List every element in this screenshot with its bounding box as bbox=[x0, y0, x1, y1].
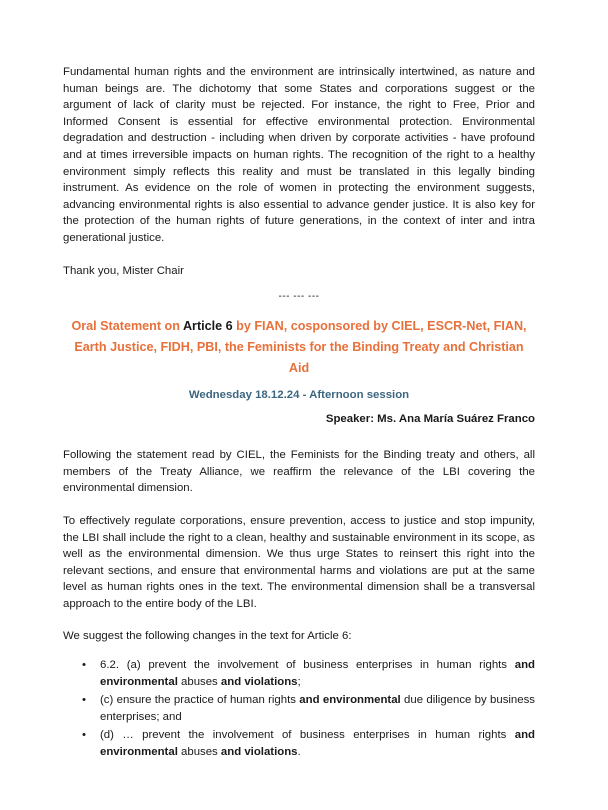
bullet-icon: • bbox=[82, 694, 86, 707]
list-item bbox=[82, 692, 535, 725]
item-text: due diligence by business enterprises; and bbox=[100, 694, 535, 723]
bullet-icon: • bbox=[82, 659, 86, 672]
changes-list bbox=[63, 657, 535, 761]
closing-line: Thank you, Mister Chair bbox=[63, 264, 184, 277]
title-suffix: by FIAN, cosponsored by CIEL, ESCR-Net, FIAN, Earth Justice, FIDH, PBI, the Feminists for the Binding Treaty and Christian Aid bbox=[74, 319, 527, 376]
item-text: (d) … prevent the involvement of business enterprises in human rights bbox=[100, 729, 515, 742]
session-line: Wednesday 18.12.24 - Afternoon session bbox=[188, 389, 410, 402]
section-separator: --- --- --- bbox=[278, 291, 320, 303]
statement-title bbox=[63, 316, 535, 379]
body-paragraph-2: To effectively regulate corporations, ensure prevention, access to justice and stop impunity, the LBI shall include the right to a clean, healthy and sustainable environment in its scope, as well as the environmental dimension. We thus urge States to reinsert this right into the relevant sections, and ensure that environmental harms and violations are put at the same level as human rights ones in the text. The environmental dimension shall be a transversal approach to the entire body of the LBI. bbox=[63, 514, 535, 610]
intro-paragraph: Fundamental human rights and the environment are intrinsically intertwined, as nature and human beings are. The dichotomy that some States and corporations suggest or the argument of lack of clarity must be rejected. For instance, the right to Free, Prior and Informed Consent is essential for effective environmental protection. Environmental degradation and destruction - including when driven by corporate activities - have profound and at times irreversible impacts on human rights. The recognition of the right to a healthy environment simply reflects this reality and must be translated in this legally binding instrument. As evidence on the role of women in protecting the environment suggests, advancing environmental rights is also essential to advance gender justice. It is also key for the protection of the human rights of future generations, in the context of inter and intra generational justice. bbox=[63, 66, 535, 244]
list-item bbox=[82, 657, 535, 690]
speaker-line: Speaker: Ms. Ana María Suárez Franco bbox=[325, 413, 535, 426]
item-text: 6.2. (a) prevent the involvement of business enterprises in human rights bbox=[100, 659, 515, 672]
list-item bbox=[82, 727, 535, 760]
item-text: abuses bbox=[177, 675, 221, 688]
item-bold-text: and violations bbox=[220, 675, 298, 688]
bullet-icon: • bbox=[82, 729, 86, 742]
title-article: Article 6 bbox=[182, 319, 233, 334]
item-bold-text: and environmental bbox=[100, 729, 535, 759]
title-prefix: Oral Statement on bbox=[71, 319, 183, 334]
item-text: . bbox=[297, 746, 301, 759]
item-text: abuses bbox=[177, 746, 221, 759]
body-paragraph-3: We suggest the following changes in the text for Article 6: bbox=[63, 630, 352, 643]
item-bold-text: and violations bbox=[220, 746, 298, 759]
item-text: ; bbox=[297, 675, 301, 688]
document-page bbox=[63, 64, 535, 763]
item-bold-text: and environmental bbox=[299, 694, 401, 707]
body-paragraph-1: Following the statement read by CIEL, the Feminists for the Binding treaty and others, all members of the Treaty Alliance, we reaffirm the relevance of the LBI covering the environmental dimension. bbox=[63, 449, 535, 495]
item-bold-text: and environmental bbox=[100, 659, 535, 688]
item-text: (c) ensure the practice of human rights bbox=[100, 694, 300, 707]
